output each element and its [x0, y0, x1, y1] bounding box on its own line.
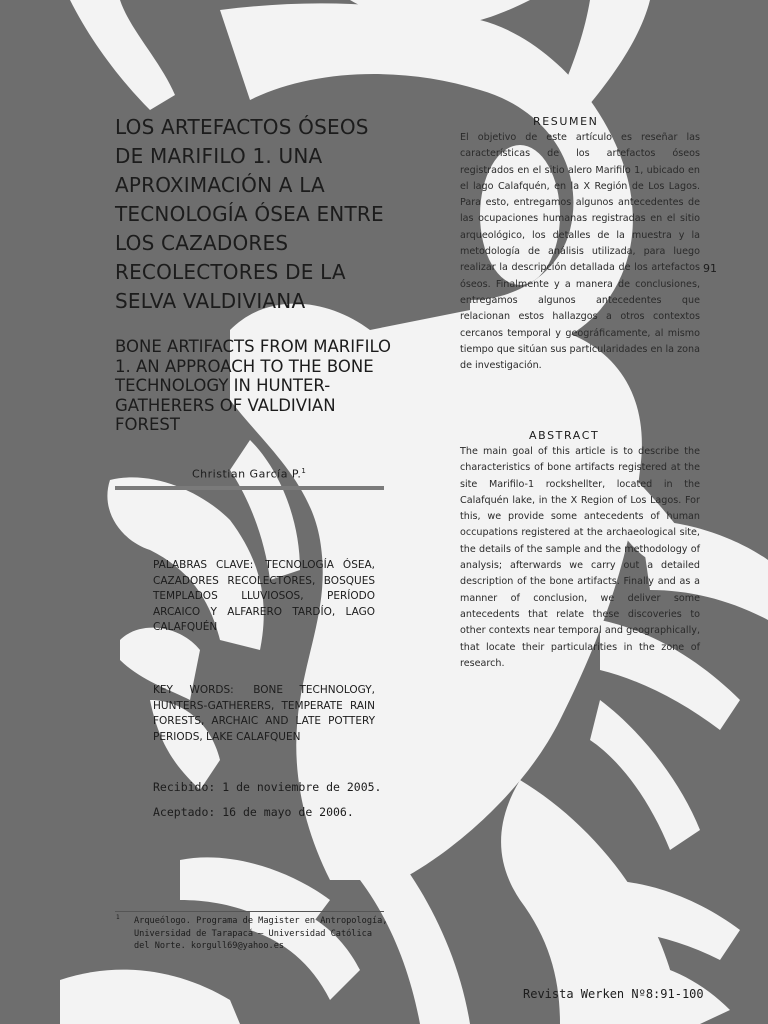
- abstract-heading: ABSTRACT: [529, 429, 600, 442]
- author-footnote-ref: 1: [301, 467, 307, 475]
- article-title-spanish: LOS ARTEFACTOS ÓSEOS DE MARIFILO 1. UNA APROXIMACIÓN A LA TECNOLOGÍA ÓSEA ENTRE LOS CAZADORES RECOLECTORES DE LA SELVA VALDIVIANA: [115, 115, 384, 313]
- footnote-text: Arqueólogo. Programa de Magister en Antropología, Universidad de Tarapacá – Universidad Católica del Norte. korgull69@yahoo.es: [134, 916, 388, 951]
- author-name: Christian García P.: [192, 467, 302, 481]
- palabras-clave-label: PALABRAS CLAVE:: [153, 559, 254, 571]
- resumen-heading: RESUMEN: [533, 115, 599, 128]
- footnote-divider: [115, 911, 384, 912]
- received-date: Recibido: 1 de noviembre de 2005.: [153, 780, 382, 794]
- footnote-number: 1: [116, 914, 120, 921]
- author-divider: [115, 486, 384, 490]
- author-line: [192, 467, 306, 481]
- article-title-english: BONE ARTIFACTS FROM MARIFILO 1. AN APPROACH TO THE BONE TECHNOLOGY IN HUNTER-GATHERERS OF VALDIVIAN FOREST: [115, 337, 392, 434]
- palabras-clave-text: TECNOLOGÍA ÓSEA, CAZADORES RECOLECTORES, BOSQUES TEMPLADOS LLUVIOSOS, PERÍODO ARCAICO Y ALFARERO TARDÍO, LAGO CALAFQUÉN: [153, 559, 376, 633]
- key-words-text: BONE TECHNOLOGY, HUNTERS-GATHERERS, TEMPERATE RAIN FORESTS, ARCHAIC AND LATE POTTERY PERIODS, LAKE CALAFQUEN: [153, 684, 375, 743]
- palabras-clave-block: [153, 558, 375, 636]
- resumen-text: El objetivo de este artículo es reseñar las características de los artefactos óseos registrados en el sitio alero Marifilo 1, ubicado en el lago Calafquén, en la X Región de Los Lagos. Para esto, entregamos algunos antecedentes de las ocupaciones humanas registradas en el sitio arqueológico, los detalles de la muestra y la metodología de análisis utilizada, para luego realizar la descripción detallada de los artefactos óseos. Finalmente y a manera de conclusiones, entregamos algunos antecedentes que relacionan estos hallazgos a otros contextos cercanos temporal y geográficamente, al mismo tiempo que sitúan sus particularidades en la zona de investigación.: [460, 132, 700, 372]
- accepted-date: Aceptado: 16 de mayo de 2006.: [153, 805, 354, 819]
- abstract-text: The main goal of this article is to describe the characteristics of bone artifacts registered at the site Marifilo-1 rockshellter, located in the Calafquén lake, in the X Region of Los Lagos. For this, we provide some antecedents of human occupations registered at the archaeological site, the details of the sample and the methodology of analysis; afterwards we carry out a detailed description of the bone artifacts. Finally and as a manner of conclusion, we deliver some antecedents that relate these discoveries to other contexts near temporal and geographically, that locate their particularities in the zone of research.: [460, 446, 700, 669]
- journal-citation: Revista Werken Nº8:91-100: [523, 987, 704, 1001]
- key-words-label: KEY WORDS:: [153, 684, 234, 696]
- page-number: 91: [703, 262, 717, 275]
- key-words-block: [153, 683, 375, 745]
